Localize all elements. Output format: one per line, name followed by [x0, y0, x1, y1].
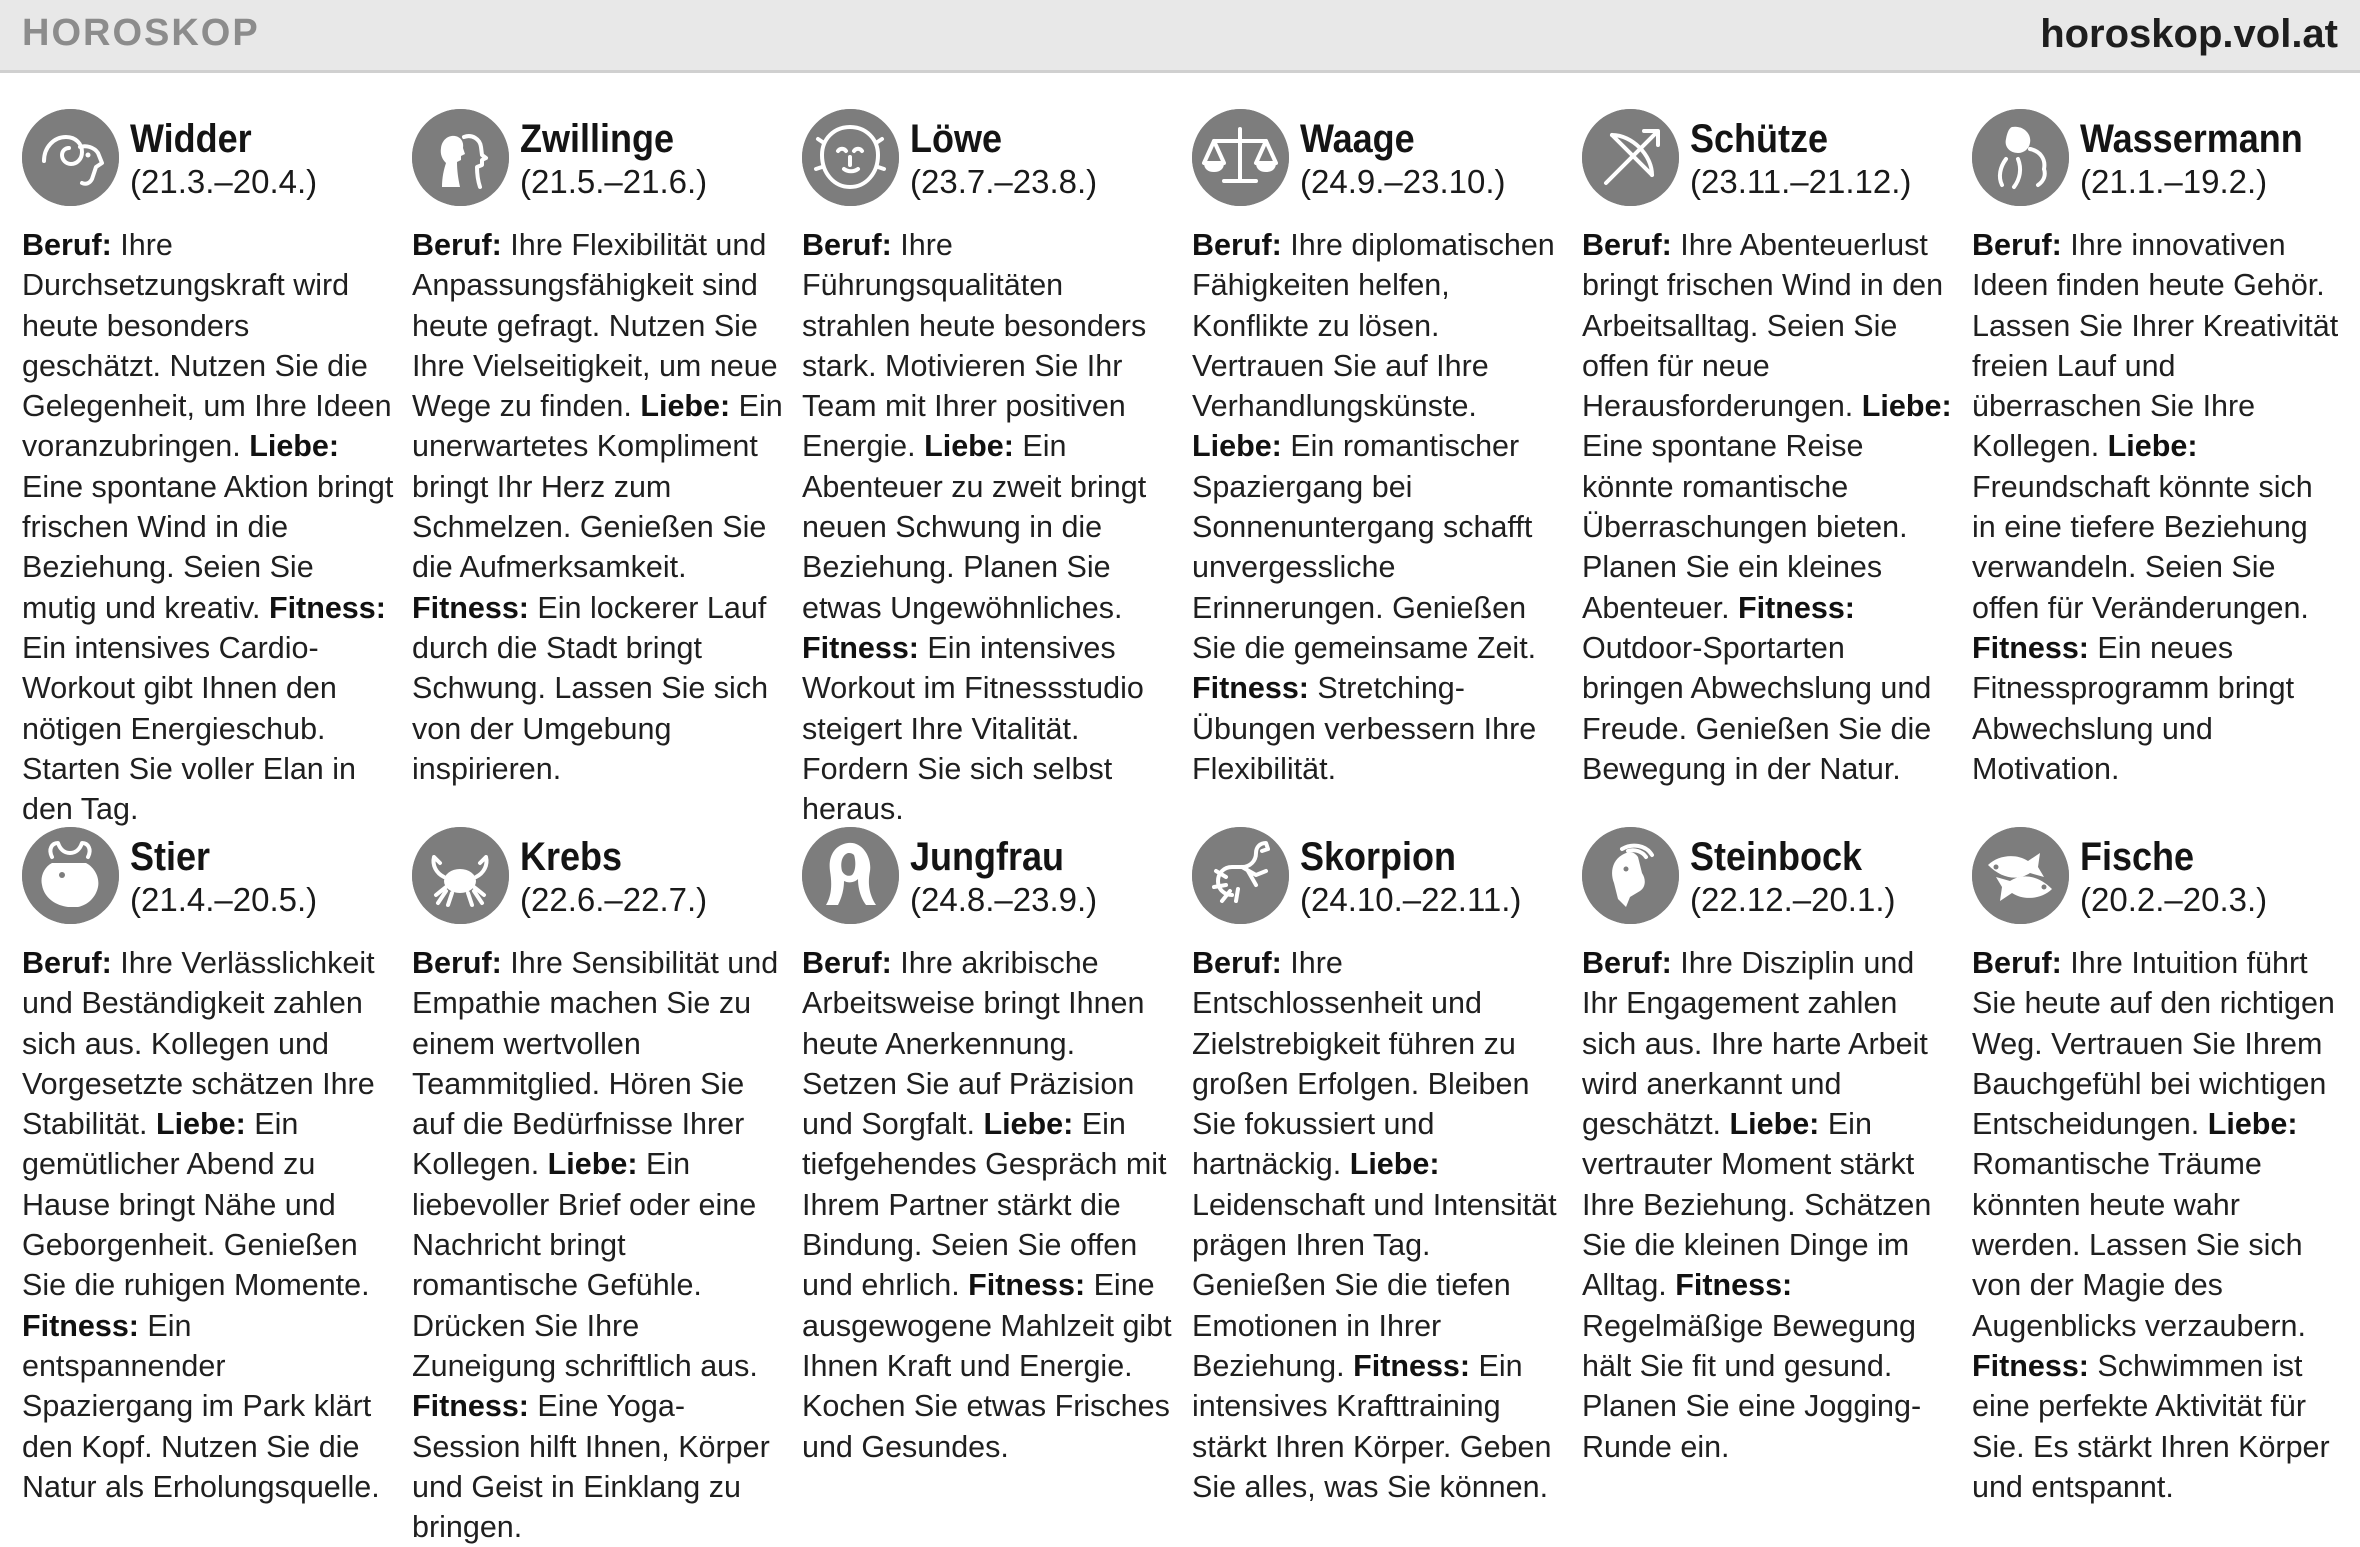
fitness-text: Eine ausgewogene Mahlzeit gibt Ihnen Kraft und Energie. Kochen Sie etwas Frisches und Gesundes.: [802, 1268, 1172, 1464]
sign-dates: (23.11.–21.12.): [1690, 163, 1912, 200]
beruf-label: Beruf:: [1192, 946, 1282, 980]
fitness-text: Outdoor-Sportarten bringen Abwechslung und Freude. Genießen Sie die Bewegung in der Natur.: [1582, 630, 1932, 786]
liebe-text: Freundschaft könnte sich in eine tiefere Beziehung verwandeln. Seien Sie offen für Veränderungen.: [1972, 469, 2313, 625]
sign-zwillinge: [412, 105, 784, 795]
sign-header: [802, 823, 1174, 933]
beruf-label: Beruf:: [1972, 946, 2062, 980]
fitness-label: Fitness:: [1738, 590, 1855, 625]
sign-header: [802, 105, 1174, 215]
sign-name: Waage: [1300, 117, 1415, 161]
liebe-text: Romantische Träume könnten heute wahr werden. Lassen Sie sich von der Magie des Augenblicks verzaubern.: [1972, 1147, 2306, 1343]
sign-dates: (21.1.–19.2.): [2080, 163, 2268, 200]
beruf-text: Ihre Sensibilität und Empathie machen Sie zu einem wertvollen Teammitglied. Hören Sie auf die Bedürfnisse Ihrer Kollegen.: [412, 946, 779, 1182]
bull-icon: [22, 827, 119, 924]
sign-dates: (24.9.–23.10.): [1300, 163, 1506, 200]
sign-header: [1582, 105, 1954, 215]
fitness-text: Ein intensives Workout im Fitnessstudio steigert Ihre Vitalität. Fordern Sie sich selbst heraus.: [802, 630, 1144, 827]
sign-waage: [1192, 105, 1564, 795]
sign-text: [1192, 225, 1564, 789]
sign-name: Stier: [130, 835, 211, 879]
sign-dates: (23.7.–23.8.): [910, 163, 1098, 200]
sign-stier: [22, 823, 394, 1513]
sign-dates: (22.12.–20.1.): [1690, 881, 1896, 918]
sign-text: [1972, 943, 2344, 1507]
liebe-text: Ein romantischer Spaziergang bei Sonnenuntergang schafft unvergessliche Erinnerungen. Genießen Sie die gemeinsame Zeit.: [1192, 429, 1537, 665]
sign-wassermann: [1972, 105, 2344, 795]
sign-loewe: [802, 105, 1174, 827]
liebe-label: Liebe:: [1349, 1147, 1440, 1182]
liebe-label: Liebe:: [1192, 429, 1282, 464]
liebe-label: Liebe:: [924, 429, 1014, 464]
sign-name: Wassermann: [2080, 117, 2303, 161]
sign-dates: (22.6.–22.7.): [520, 881, 708, 918]
sign-text: [22, 943, 394, 1507]
liebe-label: Liebe:: [983, 1107, 1074, 1142]
sign-krebs: [412, 823, 784, 1545]
fitness-label: Fitness:: [22, 1308, 139, 1343]
sign-text: [802, 943, 1174, 1467]
liebe-label: Liebe:: [1861, 389, 1952, 424]
liebe-label: Liebe:: [1729, 1107, 1820, 1142]
beruf-text: Ihre Führungsqualitäten strahlen heute besonders stark. Motivieren Sie Ihr Team mit Ihrer positiven Energie.: [802, 228, 1147, 464]
liebe-text: Ein vertrauter Moment stärkt Ihre Beziehung. Schätzen Sie die kleinen Dinge im Alltag.: [1582, 1107, 1932, 1303]
beruf-label: Beruf:: [1582, 946, 1672, 980]
sign-skorpion: [1192, 823, 1564, 1513]
sign-dates: (21.3.–20.4.): [130, 163, 318, 200]
liebe-text: Eine spontane Aktion bringt frischen Wind in die Beziehung. Seien Sie mutig und kreativ.: [22, 469, 394, 625]
beruf-label: Beruf:: [1192, 228, 1282, 262]
sign-text: [1972, 225, 2344, 789]
sign-fische: [1972, 823, 2344, 1513]
sign-text: [412, 943, 784, 1547]
sign-text: [1582, 225, 1954, 789]
sign-text: [1192, 943, 1564, 1507]
twins-icon: [412, 109, 509, 206]
fitness-text: Regelmäßige Bewegung hält Sie fit und gesund. Planen Sie eine Jogging-Runde ein.: [1582, 1308, 1922, 1464]
site-url: horoskop.vol.at: [2040, 12, 2338, 56]
liebe-label: Liebe:: [2107, 429, 2198, 464]
liebe-text: Ein liebevoller Brief oder eine Nachricht bringt romantische Gefühle. Drücken Sie Ihre Zuneigung schriftlich aus.: [412, 1147, 758, 1383]
sign-header: [1972, 105, 2344, 215]
sign-header: [412, 823, 784, 933]
sign-dates: (24.10.–22.11.): [1300, 881, 1522, 918]
beruf-label: Beruf:: [1582, 228, 1672, 262]
liebe-label: Liebe:: [640, 389, 731, 424]
sign-header: [1582, 823, 1954, 933]
liebe-text: Ein tiefgehendes Gespräch mit Ihrem Partner stärkt die Bindung. Seien Sie offen und ehrlich.: [802, 1107, 1167, 1303]
sign-header: [412, 105, 784, 215]
sign-name: Steinbock: [1690, 835, 1863, 879]
crab-icon: [412, 827, 509, 924]
horoscope-grid: [22, 105, 2340, 1545]
scorpion-icon: [1192, 827, 1289, 924]
beruf-label: Beruf:: [802, 228, 892, 262]
fitness-label: Fitness:: [268, 590, 386, 625]
fitness-label: Fitness:: [802, 630, 919, 665]
beruf-text: Ihre Verlässlichkeit und Beständigkeit zahlen sich aus. Kollegen und Vorgesetzte schätzen Ihre Stabilität.: [22, 946, 375, 1142]
beruf-label: Beruf:: [1972, 228, 2062, 262]
fitness-label: Fitness:: [1972, 630, 2089, 665]
liebe-text: Ein Abenteuer zu zweit bringt neuen Schwung in die Beziehung. Planen Sie etwas Ungewöhnliches.: [802, 429, 1147, 625]
beruf-text: Ihre Abenteuerlust bringt frischen Wind in den Arbeitsalltag. Seien Sie offen für neue Herausforderungen.: [1582, 228, 1944, 424]
fitness-label: Fitness:: [1353, 1348, 1471, 1383]
sign-text: [1582, 943, 1954, 1467]
sign-text: [22, 225, 394, 829]
sign-steinbock: [1582, 823, 1954, 1513]
sign-header: [22, 105, 394, 215]
fitness-label: Fitness:: [412, 1389, 529, 1424]
sign-name: Fische: [2080, 835, 2195, 879]
page-header: [0, 0, 2360, 73]
sign-name: Krebs: [520, 835, 623, 879]
fitness-label: Fitness:: [412, 590, 529, 625]
fitness-label: Fitness:: [1192, 671, 1309, 706]
beruf-text: Ihre diplomatischen Fähigkeiten helfen, Konflikte zu lösen. Vertrauen Sie auf Ihre Verhandlungskünste.: [1192, 228, 1555, 424]
scales-icon: [1192, 109, 1289, 206]
sign-header: [22, 823, 394, 933]
sign-dates: (21.5.–21.6.): [520, 163, 708, 200]
liebe-text: Ein gemütlicher Abend zu Hause bringt Nähe und Geborgenheit. Genießen Sie die ruhigen Momente.: [22, 1107, 370, 1303]
liebe-text: Ein unerwartetes Kompliment bringt Ihr Herz zum Schmelzen. Genießen Sie die Aufmerksamkeit.: [412, 389, 783, 585]
beruf-text: Ihre Disziplin und Ihr Engagement zahlen sich aus. Ihre harte Arbeit wird anerkannt und geschätzt.: [1582, 946, 1928, 1142]
liebe-label: Liebe:: [155, 1107, 246, 1142]
fitness-text: Ein intensives Krafttraining stärkt Ihren Körper. Geben Sie alles, was Sie können.: [1192, 1348, 1552, 1504]
sign-dates: (21.4.–20.5.): [130, 881, 318, 918]
beruf-text: Ihre Entschlossenheit und Zielstrebigkeit führen zu großen Erfolgen. Bleiben Sie fokussiert und hartnäckig.: [1192, 946, 1530, 1182]
sign-header: [1192, 823, 1564, 933]
liebe-label: Liebe:: [2207, 1107, 2298, 1142]
sign-dates: (20.2.–20.3.): [2080, 881, 2268, 918]
beruf-label: Beruf:: [412, 228, 502, 262]
fish-icon: [1972, 827, 2069, 924]
beruf-text: Ihre Intuition führt Sie heute auf den richtigen Weg. Vertrauen Sie Ihrem Bauchgefühl bei wichtigen Entscheidungen.: [1972, 946, 2335, 1142]
goat-icon: [1582, 827, 1679, 924]
beruf-text: Ihre Flexibilität und Anpassungsfähigkeit sind heute gefragt. Nutzen Sie Ihre Vielseitigkeit, um neue Wege zu finden.: [412, 228, 778, 424]
sign-name: Widder: [130, 117, 252, 161]
fitness-text: Ein entspannender Spaziergang im Park klärt den Kopf. Nutzen Sie die Natur als Erholungsquelle.: [22, 1308, 380, 1504]
fitness-label: Fitness:: [1972, 1348, 2089, 1383]
fitness-text: Ein neues Fitnessprogramm bringt Abwechslung und Motivation.: [1972, 630, 2295, 786]
beruf-text: Ihre Durchsetzungskraft wird heute besonders geschätzt. Nutzen Sie die Gelegenheit, um Ihre Ideen voranzubringen.: [22, 228, 392, 464]
sign-jungfrau: [802, 823, 1174, 1513]
sign-dates: (24.8.–23.9.): [910, 881, 1098, 918]
virgin-icon: [802, 827, 899, 924]
ram-icon: [22, 109, 119, 206]
liebe-label: Liebe:: [249, 429, 340, 464]
lion-icon: [802, 109, 899, 206]
liebe-text: Leidenschaft und Intensität prägen Ihren Tag. Genießen Sie die tiefen Emotionen in Ihrer Beziehung.: [1192, 1187, 1557, 1383]
bow-arrow-icon: [1582, 109, 1679, 206]
sign-widder: [22, 105, 394, 827]
sign-header: [1972, 823, 2344, 933]
beruf-label: Beruf:: [802, 946, 892, 980]
sign-text: [802, 225, 1174, 829]
liebe-text: Eine spontane Reise könnte romantische Überraschungen bieten. Planen Sie ein kleines Abenteuer.: [1582, 429, 1908, 625]
fitness-label: Fitness:: [968, 1268, 1086, 1303]
beruf-text: Ihre innovativen Ideen finden heute Gehör. Lassen Sie Ihrer Kreativität freien Lauf und überraschen Sie Ihre Kollegen.: [1972, 228, 2339, 464]
sign-name: Skorpion: [1300, 835, 1457, 879]
beruf-label: Beruf:: [22, 228, 112, 262]
sign-name: Jungfrau: [910, 835, 1065, 879]
liebe-label: Liebe:: [547, 1147, 638, 1182]
water-bearer-icon: [1972, 109, 2069, 206]
sign-text: [412, 225, 784, 789]
beruf-text: Ihre akribische Arbeitsweise bringt Ihnen heute Anerkennung. Setzen Sie auf Präzision und Sorgfalt.: [802, 946, 1145, 1142]
sign-name: Schütze: [1690, 117, 1829, 161]
fitness-text: Eine Yoga-Session hilft Ihnen, Körper und Geist in Einklang zu bringen.: [412, 1389, 770, 1545]
sign-schuetze: [1582, 105, 1954, 795]
sign-header: [1192, 105, 1564, 215]
beruf-label: Beruf:: [22, 946, 112, 980]
beruf-label: Beruf:: [412, 946, 502, 980]
sign-name: Zwillinge: [520, 117, 675, 161]
sign-name: Löwe: [910, 117, 1003, 161]
page-title: HOROSKOP: [22, 12, 260, 54]
fitness-text: Stretching-Übungen verbessern Ihre Flexibilität.: [1192, 671, 1537, 786]
fitness-label: Fitness:: [1675, 1268, 1793, 1303]
fitness-text: Schwimmen ist eine perfekte Aktivität für Sie. Es stärkt Ihren Körper und entspannt.: [1972, 1348, 2330, 1504]
fitness-text: Ein lockerer Lauf durch die Stadt bringt Schwung. Lassen Sie sich von der Umgebung inspirieren.: [412, 590, 769, 786]
fitness-text: Ein intensives Cardio-Workout gibt Ihnen den nötigen Energieschub. Starten Sie voller Elan in den Tag.: [22, 630, 356, 827]
